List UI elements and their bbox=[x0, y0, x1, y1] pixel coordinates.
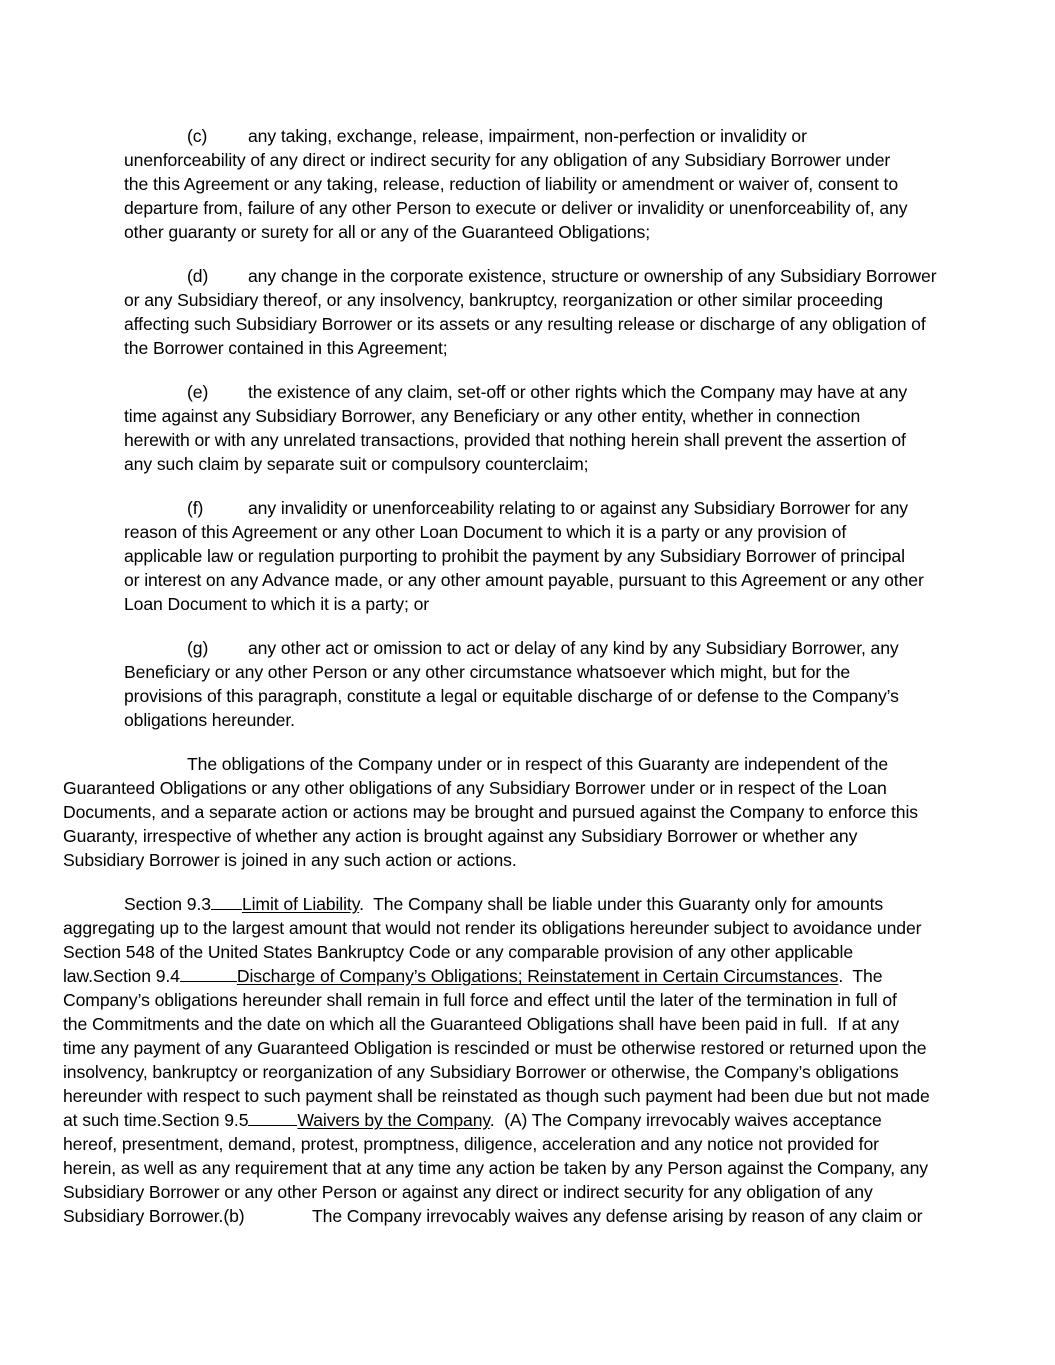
text-line: Subsidiary Borrower is joined in any such action or actions. bbox=[63, 850, 517, 870]
text-line: insolvency, bankruptcy or reorganization of any Subsidiary Borrower or otherwise, the Company’s obligations bbox=[63, 1062, 899, 1082]
text-run: . The Company shall be liable under this Guaranty only for amounts bbox=[359, 894, 884, 914]
section-heading-line bbox=[124, 892, 883, 916]
tab-underline bbox=[248, 1108, 297, 1126]
section-heading-line bbox=[63, 1108, 882, 1132]
clause-label: (d) bbox=[187, 266, 209, 286]
section-title: Limit of Liability bbox=[241, 894, 360, 914]
text-line: the Borrower contained in this Agreement; bbox=[124, 338, 448, 358]
section-number: Section 9.5 bbox=[161, 1110, 249, 1130]
text-line: herewith or with any unrelated transactions, provided that nothing herein shall prevent the assertion of bbox=[124, 430, 906, 450]
text-line bbox=[63, 1204, 245, 1228]
text-line: unenforceability of any direct or indirect security for any obligation of any Subsidiary Borrower under bbox=[124, 150, 891, 170]
section-heading-line bbox=[63, 964, 882, 988]
text-run: Subsidiary Borrower. bbox=[63, 1206, 224, 1226]
text-line: obligations hereunder. bbox=[124, 710, 295, 730]
text-line: or interest on any Advance made, or any other amount payable, pursuant to this Agreement or any other bbox=[124, 570, 924, 590]
clause-label: (b) bbox=[223, 1206, 245, 1226]
text-line: hereunder with respect to such payment shall be reinstated as though such payment had been due but not made bbox=[63, 1086, 930, 1106]
text-line: the this Agreement or any taking, release, reduction of liability or amendment or waiver of, consent to bbox=[124, 174, 899, 194]
text-line: the existence of any claim, set-off or other rights which the Company may have at any bbox=[248, 382, 908, 402]
section-number: Section 9.4 bbox=[92, 966, 180, 986]
text-line: The obligations of the Company under or in respect of this Guaranty are independent of the bbox=[187, 754, 889, 774]
text-line: Subsidiary Borrower or any other Person or against any direct or indirect security for any obligation of any bbox=[63, 1182, 873, 1202]
text-line: any other act or omission to act or delay of any kind by any Subsidiary Borrower, any bbox=[248, 638, 899, 658]
text-line: aggregating up to the largest amount that would not render its obligations hereunder subject to avoidance under bbox=[63, 918, 922, 938]
clause-label: (g) bbox=[187, 638, 209, 658]
tab-underline bbox=[180, 964, 237, 982]
text-line: Section 548 of the United States Bankruptcy Code or any comparable provision of any other applicable bbox=[63, 942, 854, 962]
text-line: Loan Document to which it is a party; or bbox=[124, 594, 430, 614]
text-line: Beneficiary or any other Person or any other circumstance whatsoever which might, but for the bbox=[124, 662, 851, 682]
text-line: herein, as well as any requirement that at any time any action be taken by any Person against the Company, any bbox=[63, 1158, 928, 1178]
text-line: time any payment of any Guaranteed Obligation is rescinded or must be otherwise restored or returned upon the bbox=[63, 1038, 927, 1058]
text-run: . The bbox=[838, 966, 883, 986]
text-line: reason of this Agreement or any other Loan Document to which it is a party or any provision of bbox=[124, 522, 847, 542]
text-line: any such claim by separate suit or compulsory counterclaim; bbox=[124, 454, 589, 474]
text-run: . (A) The Company irrevocably waives acceptance bbox=[489, 1110, 882, 1130]
text-line: or any Subsidiary thereof, or any insolvency, bankruptcy, reorganization or other similar proceeding bbox=[124, 290, 883, 310]
text-line: Guaranty, irrespective of whether any action is brought against any Subsidiary Borrower or whether any bbox=[63, 826, 858, 846]
text-line: The Company irrevocably waives any defense arising by reason of any claim or bbox=[312, 1206, 923, 1226]
text-line: any taking, exchange, release, impairment, non-perfection or invalidity or bbox=[248, 126, 807, 146]
tab-underline bbox=[211, 892, 242, 910]
text-line: Documents, and a separate action or actions may be brought and pursued against the Company to enforce this bbox=[63, 802, 918, 822]
clause-label: (e) bbox=[187, 382, 209, 402]
text-line: provisions of this paragraph, constitute a legal or equitable discharge of or defense to the Company’s bbox=[124, 686, 899, 706]
text-line: other guaranty or surety for all or any of the Guaranteed Obligations; bbox=[124, 222, 651, 242]
text-line: the Commitments and the date on which all the Guaranteed Obligations shall have been paid in full. If at any bbox=[63, 1014, 900, 1034]
section-number: Section 9.3 bbox=[124, 894, 211, 914]
text-line: any change in the corporate existence, structure or ownership of any Subsidiary Borrower bbox=[248, 266, 937, 286]
text-run: law. bbox=[63, 966, 93, 986]
text-line: Company’s obligations hereunder shall remain in full force and effect until the later of the termination in full of bbox=[63, 990, 897, 1010]
text-line: time against any Subsidiary Borrower, any Beneficiary or any other entity, whether in connection bbox=[124, 406, 861, 426]
section-title: Waivers by the Company bbox=[297, 1110, 490, 1130]
text-line: any invalidity or unenforceability relating to or against any Subsidiary Borrower for any bbox=[248, 498, 909, 518]
text-line: departure from, failure of any other Person to execute or deliver or invalidity or unenforceability of, any bbox=[124, 198, 908, 218]
text-line: applicable law or regulation purporting to prohibit the payment by any Subsidiary Borrower of principal bbox=[124, 546, 905, 566]
clause-label: (f) bbox=[187, 498, 204, 518]
text-line: hereof, presentment, demand, protest, promptness, diligence, acceleration and any notice not provided for bbox=[63, 1134, 879, 1154]
text-run: at such time. bbox=[63, 1110, 162, 1130]
text-line: Guaranteed Obligations or any other obligations of any Subsidiary Borrower under or in respect of the Loan bbox=[63, 778, 887, 798]
clause-label: (c) bbox=[187, 126, 208, 146]
text-line: affecting such Subsidiary Borrower or its assets or any resulting release or discharge of any obligation of bbox=[124, 314, 926, 334]
section-title: Discharge of Company’s Obligations; Reinstatement in Certain Circumstances bbox=[236, 966, 839, 986]
